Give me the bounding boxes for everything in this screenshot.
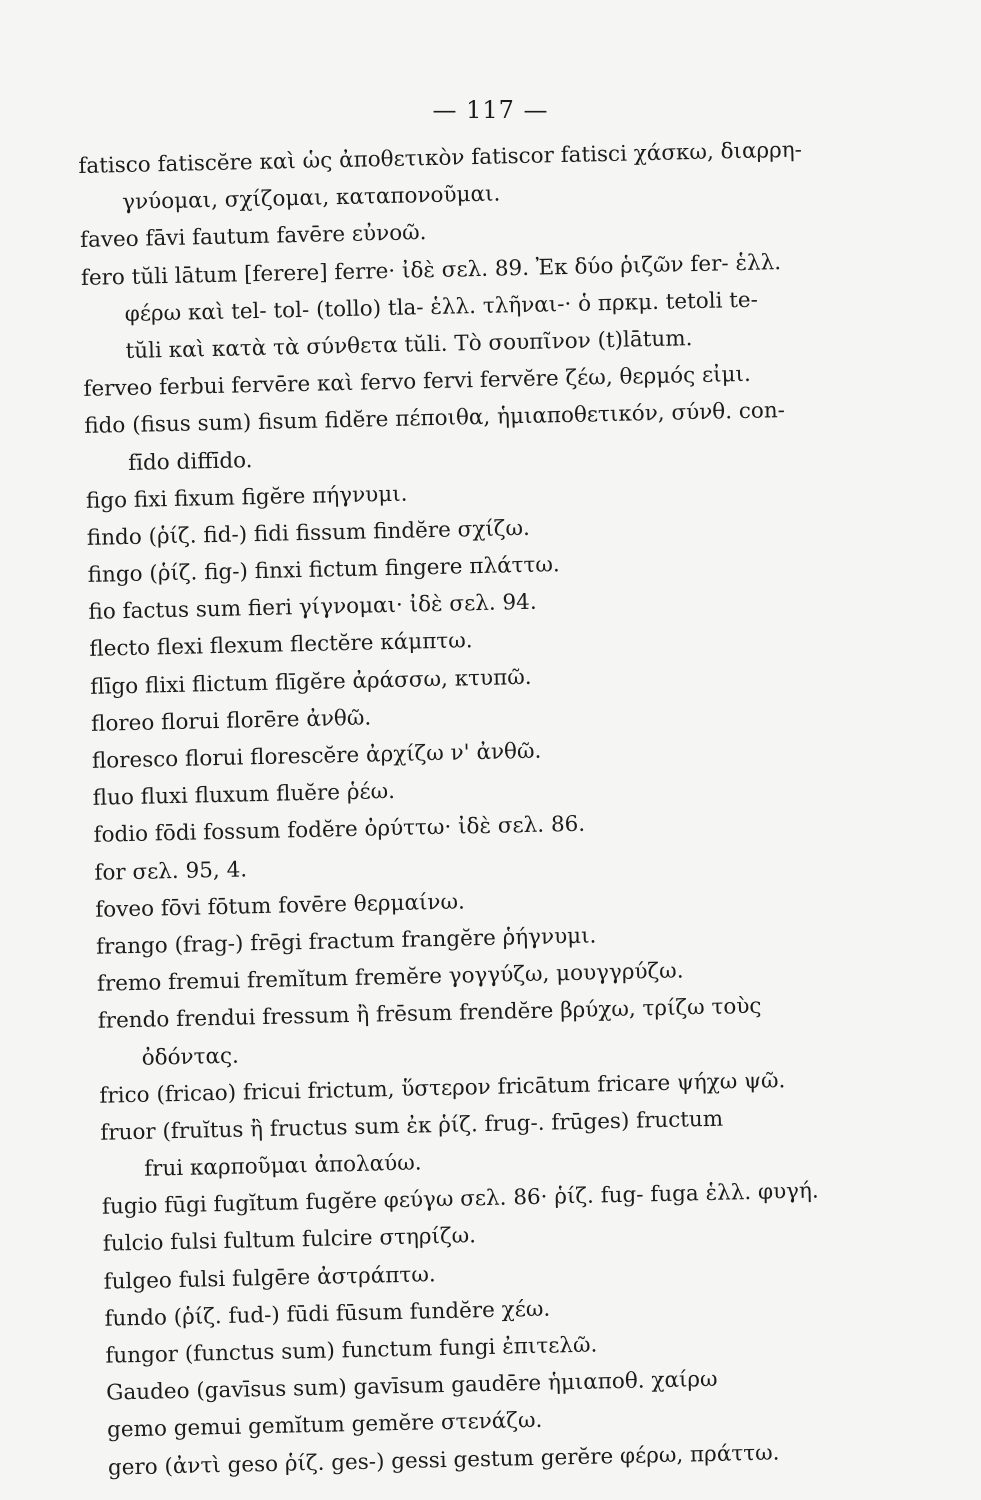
entry-line: fulgeo fulsi fulgēre ἀστράπτω. bbox=[103, 1261, 436, 1295]
entry-continuation-line: fīdo diffīdo. bbox=[127, 447, 253, 476]
entry-continuation-line: γνύομαι, σχίζομαι, καταπονοῦμαι. bbox=[121, 181, 501, 216]
entry-line: Gaudeo (gavīsus sum) gavīsum gaudēre ἡμιαποθ. χαίρω bbox=[105, 1366, 718, 1406]
entry-line: gero (ἀντὶ geso ῥίζ. ges-) gessi gestum gerĕre φέρω, πράττω. bbox=[107, 1439, 780, 1481]
entry-line: findo (ῥίζ. fid-) fidi fissum findĕre σχίζω. bbox=[86, 515, 531, 551]
entry-line: ferveo ferbui fervēre καὶ fervo fervi fervĕre ζέω, θερμός εἰμι. bbox=[83, 361, 752, 403]
entry-continuation-line: ὀδόντας. bbox=[141, 1043, 240, 1071]
entry-line: fruor (fruĭtus ἢ fructus sum ἐκ ῥίζ. frug-. frūges) fructum bbox=[100, 1106, 724, 1146]
entry-continuation-line: frui καρποῦμαι ἀπολαύω. bbox=[143, 1150, 422, 1182]
entry-continuation-line: tŭli καὶ κατὰ τὰ σύνθετα tŭli. Τὸ σουπῖνον (t)lātum. bbox=[125, 326, 693, 364]
page-number: — 117 — bbox=[432, 96, 549, 124]
entry-line: faveo fāvi fautum favēre εὐνοῶ. bbox=[79, 220, 427, 254]
entry-line: fodio fōdi fossum fodĕre ὀρύττω· ἰδὲ σελ. 86. bbox=[93, 812, 586, 849]
entry-line: fatisco fatiscĕre καὶ ὡς ἀποθετικὸν fatiscor fatisci χάσκω, διαρρη- bbox=[78, 137, 803, 179]
entry-line: fugio fūgi fugĭtum fugĕre φεύγω σελ. 86· ῥίζ. fug- fuga ἑλλ. φυγή. bbox=[101, 1178, 819, 1220]
entry-line: floresco florui florescĕre ἀρχίζω ν' ἀνθῶ. bbox=[91, 738, 542, 774]
entry-line: fundo (ῥίζ. fud-) fūdi fūsum fundĕre χέω. bbox=[104, 1296, 551, 1332]
entry-line: fero tŭli lātum [ferere] ferre· ἰδὲ σελ. 89. Ἐκ δύο ῥιζῶν fer- ἑλλ. bbox=[80, 249, 782, 291]
entry-line: fungor (functus sum) functum fungi ἐπιτελῶ. bbox=[105, 1332, 598, 1369]
entry-line: fulcio fulsi fultum fulcire στηρίζω. bbox=[102, 1223, 477, 1258]
entry-line: foveo fōvi fōtum fovēre θερμαίνω. bbox=[95, 889, 466, 923]
entry-line: fremo fremui fremĭtum fremĕre γογγύζω, μουγγρύζω. bbox=[96, 958, 684, 997]
entry-line: figo fixi fixum figĕre πήγνυμι. bbox=[85, 481, 408, 514]
entry-line: frango (frag-) frēgi fractum frangĕre ῥήγνυμι. bbox=[95, 923, 597, 960]
entry-line: for σελ. 95, 4. bbox=[94, 856, 248, 886]
entry-line: fido (fisus sum) fisum fidĕre πέποιθα, ἡμιαποθετικόν, σύνθ. con- bbox=[84, 398, 786, 440]
entry-line: fluo fluxi fluxum fluĕre ῥέω. bbox=[92, 779, 396, 812]
entry-line: fio factus sum fieri γίγνομαι· ἰδὲ σελ. 94. bbox=[88, 589, 537, 626]
entry-line: flecto flexi flexum flectĕre κάμπτω. bbox=[89, 628, 473, 663]
entry-line: frico (fricao) fricui frictum, ὕστερον fricātum fricare ψήχω ψῶ. bbox=[99, 1067, 786, 1109]
entry-line: flīgo flixi flictum flīgĕre ἀράσσω, κτυπῶ. bbox=[89, 664, 532, 700]
entry-line: gemo gemui gemĭtum gemĕre στενάζω. bbox=[106, 1408, 543, 1444]
entry-line: fingo (ῥίζ. fig-) finxi fictum fingere πλάττω. bbox=[87, 552, 561, 588]
entry-continuation-line: φέρω καὶ tel- tol- (tollo) tla- ἑλλ. τλῆναι-· ὁ πρκμ. tetoli te- bbox=[124, 287, 759, 327]
dictionary-entries bbox=[78, 129, 938, 1486]
entry-line: frendo frendui fressum ἢ frēsum frendĕre βρύχω, τρίζω τοὺς bbox=[97, 994, 762, 1035]
entry-line: floreo florui florēre ἀνθῶ. bbox=[90, 705, 372, 737]
